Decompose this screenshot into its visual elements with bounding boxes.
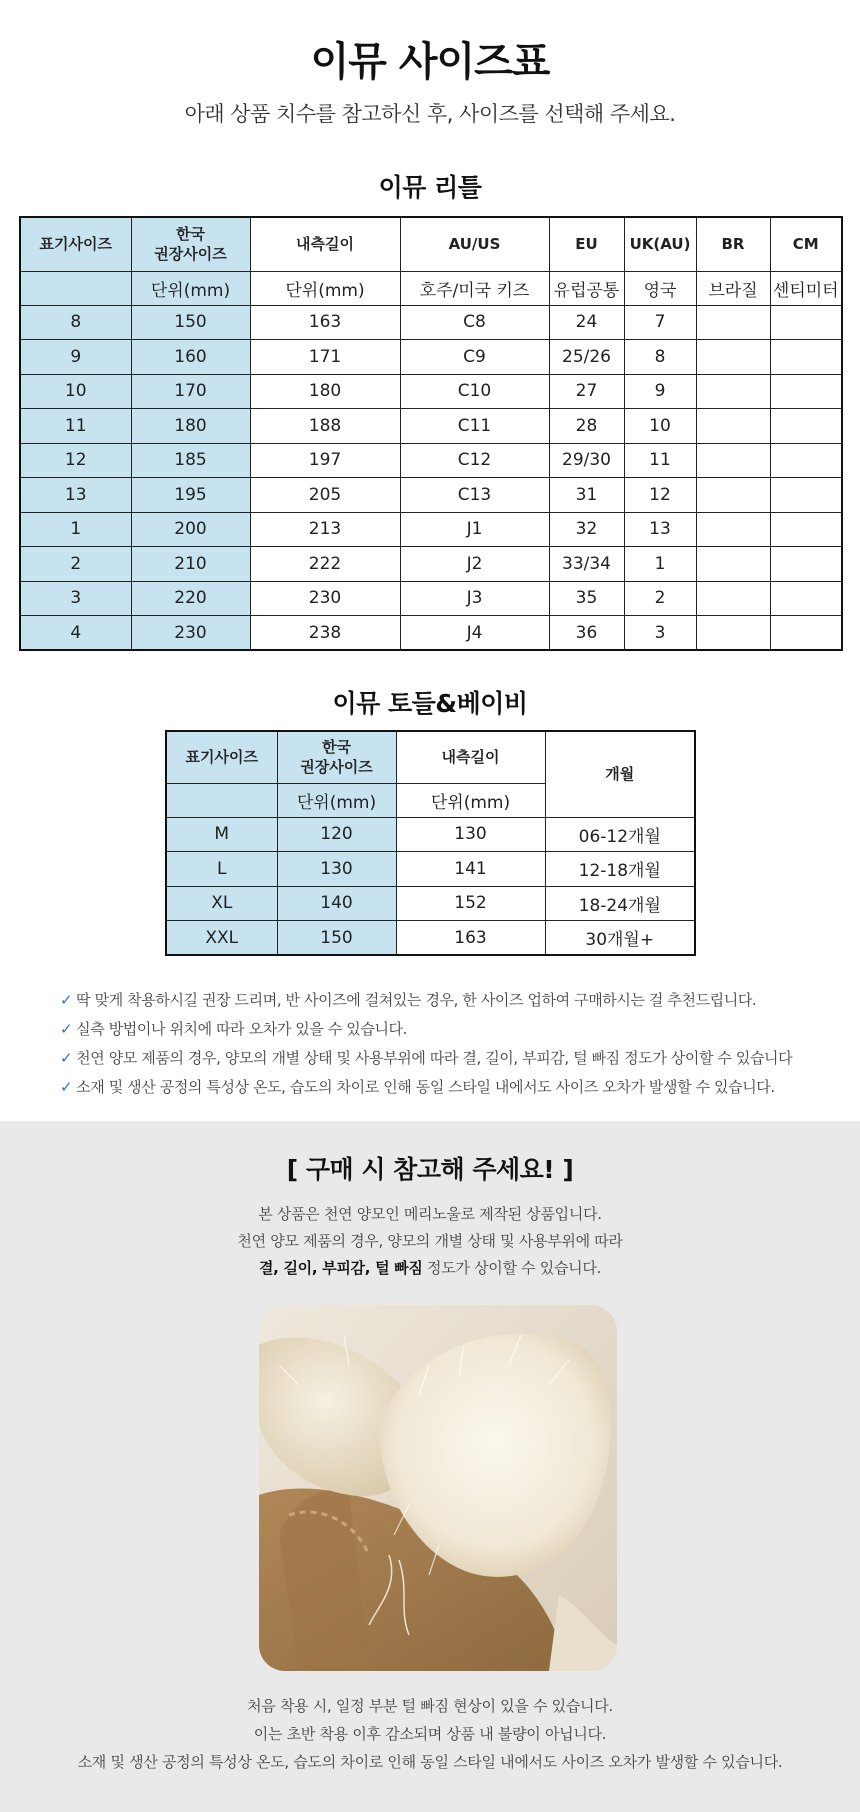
unit-cell: 단위(mm) xyxy=(396,783,545,817)
table-cell: J4 xyxy=(400,616,549,651)
column-header: 내측길이 xyxy=(250,217,400,271)
table-cell: 13 xyxy=(624,512,696,547)
table-cell: 163 xyxy=(250,305,400,340)
table-cell: 8 xyxy=(624,340,696,375)
unit-cell: 영국 xyxy=(624,271,696,305)
table-cell: 25/26 xyxy=(549,340,624,375)
table-cell: 1 xyxy=(20,512,131,547)
column-header: 표기사이즈 xyxy=(20,217,131,271)
table-cell: 205 xyxy=(250,478,400,513)
table-row xyxy=(20,340,842,375)
table-cell xyxy=(696,443,770,478)
table-cell: 29/30 xyxy=(549,443,624,478)
page-title: 이뮤 사이즈표 xyxy=(310,39,550,85)
note-item xyxy=(60,1075,840,1104)
table-cell: 11 xyxy=(20,409,131,444)
table-cell: 35 xyxy=(549,581,624,616)
table-cell: C13 xyxy=(400,478,549,513)
table-cell: 10 xyxy=(624,409,696,444)
table-cell: 150 xyxy=(277,921,396,956)
table-cell: XL xyxy=(166,886,277,921)
unit-cell: 호주/미국 키즈 xyxy=(400,271,549,305)
table-cell: 1 xyxy=(624,547,696,582)
note-text: 천연 양모 제품의 경우, 양모의 개별 상태 및 사용부위에 따라 결, 길이, 부피감, 털 빠짐 정도가 상이할 수 있습니다 xyxy=(76,1049,793,1067)
table-cell: 36 xyxy=(549,616,624,651)
table-cell: 200 xyxy=(131,512,250,547)
table-cell: 9 xyxy=(20,340,131,375)
table-cell: 12 xyxy=(20,443,131,478)
column-header: AU/US xyxy=(400,217,549,271)
reference-emphasis: 결, 길이, 부피감, 털 빠짐 xyxy=(258,1259,423,1277)
table-row xyxy=(20,409,842,444)
column-header: 한국 권장사이즈 xyxy=(131,217,250,271)
table-cell: 3 xyxy=(20,581,131,616)
table-cell xyxy=(770,443,842,478)
table-row xyxy=(20,374,842,409)
column-header: 개월 xyxy=(545,731,695,817)
table-cell: 4 xyxy=(20,616,131,651)
table-cell: 12-18개월 xyxy=(545,852,695,887)
table-cell: 120 xyxy=(277,817,396,852)
table-cell: C9 xyxy=(400,340,549,375)
table-cell: 24 xyxy=(549,305,624,340)
unit-cell: 단위(mm) xyxy=(131,271,250,305)
reference-line-3 xyxy=(0,1257,860,1278)
table-cell: 238 xyxy=(250,616,400,651)
unit-cell: 브라질 xyxy=(696,271,770,305)
table-cell xyxy=(696,340,770,375)
table-row xyxy=(20,547,842,582)
table-cell xyxy=(770,478,842,513)
table-cell: 31 xyxy=(549,478,624,513)
table-row xyxy=(20,443,842,478)
check-icon: ✓ xyxy=(60,991,73,1009)
table-cell xyxy=(770,340,842,375)
column-header: CM xyxy=(770,217,842,271)
table-cell xyxy=(770,547,842,582)
bottom-line-2: 이는 초반 착용 이후 감소되며 상품 내 불량이 아닙니다. xyxy=(253,1725,607,1743)
note-text: 실측 방법이나 위치에 따라 오차가 있을 수 있습니다. xyxy=(76,1020,408,1038)
note-item xyxy=(60,988,840,1017)
table-cell xyxy=(770,512,842,547)
table-cell: 33/34 xyxy=(549,547,624,582)
unit-row xyxy=(20,271,842,305)
table-cell: 13 xyxy=(20,478,131,513)
table-cell xyxy=(770,374,842,409)
table-cell: 222 xyxy=(250,547,400,582)
table-cell: 188 xyxy=(250,409,400,444)
table-cell: J3 xyxy=(400,581,549,616)
table-cell: 18-24개월 xyxy=(545,886,695,921)
table-cell: 9 xyxy=(624,374,696,409)
bottom-line-1: 처음 착용 시, 일정 부분 털 빠짐 현상이 있을 수 있습니다. xyxy=(247,1697,613,1715)
unit-cell xyxy=(166,783,277,817)
column-header: BR xyxy=(696,217,770,271)
table-cell: L xyxy=(166,852,277,887)
table-cell: 28 xyxy=(549,409,624,444)
table-cell xyxy=(696,374,770,409)
toddler-size-table xyxy=(165,730,696,956)
table-cell: 141 xyxy=(396,852,545,887)
table-cell: 06-12개월 xyxy=(545,817,695,852)
table-cell: 180 xyxy=(250,374,400,409)
table-cell: 12 xyxy=(624,478,696,513)
header-row xyxy=(166,731,695,783)
table-row xyxy=(20,305,842,340)
page-subtitle: 아래 상품 치수를 참고하신 후, 사이즈를 선택해 주세요. xyxy=(184,102,676,126)
table-cell xyxy=(696,581,770,616)
table-row xyxy=(166,817,695,852)
table-cell: 195 xyxy=(131,478,250,513)
table-cell xyxy=(696,616,770,651)
table-cell: 27 xyxy=(549,374,624,409)
table-cell: 170 xyxy=(131,374,250,409)
table-cell: XXL xyxy=(166,921,277,956)
table-cell xyxy=(696,478,770,513)
table-cell: 180 xyxy=(131,409,250,444)
column-header: UK(AU) xyxy=(624,217,696,271)
table-cell: J2 xyxy=(400,547,549,582)
table-cell: M xyxy=(166,817,277,852)
table-cell: 163 xyxy=(396,921,545,956)
unit-cell xyxy=(20,271,131,305)
table-cell: 2 xyxy=(624,581,696,616)
note-item xyxy=(60,1046,840,1075)
unit-cell: 단위(mm) xyxy=(277,783,396,817)
reference-title: [ 구매 시 참고해 주세요! ] xyxy=(286,1155,574,1184)
reference-line-1: 본 상품은 천연 양모인 메리노울로 제작된 상품입니다. xyxy=(258,1205,602,1223)
unit-cell: 유럽공통 xyxy=(549,271,624,305)
unit-cell: 단위(mm) xyxy=(250,271,400,305)
table-cell: 130 xyxy=(396,817,545,852)
bottom-line-3: 소재 및 생산 공정의 특성상 온도, 습도의 차이로 인해 동일 스타일 내에서도 사이즈 오차가 발생할 수 있습니다. xyxy=(77,1753,783,1771)
column-header: 표기사이즈 xyxy=(166,731,277,783)
table-cell: 30개월+ xyxy=(545,921,695,956)
table-row xyxy=(20,478,842,513)
table-cell: 10 xyxy=(20,374,131,409)
table-cell: 32 xyxy=(549,512,624,547)
table-cell: 3 xyxy=(624,616,696,651)
table-cell xyxy=(696,409,770,444)
check-icon: ✓ xyxy=(60,1049,73,1067)
header-row xyxy=(20,217,842,271)
note-text: 소재 및 생산 공정의 특성상 온도, 습도의 차이로 인해 동일 스타일 내에서도 사이즈 오차가 발생할 수 있습니다. xyxy=(76,1078,775,1096)
table-cell xyxy=(696,547,770,582)
table-row xyxy=(166,852,695,887)
unit-cell: 센티미터 xyxy=(770,271,842,305)
table-cell xyxy=(770,305,842,340)
table-cell xyxy=(770,581,842,616)
table-cell xyxy=(770,616,842,651)
table-cell: 140 xyxy=(277,886,396,921)
reference-line-2: 천연 양모 제품의 경우, 양모의 개별 상태 및 사용부위에 따라 xyxy=(237,1232,623,1250)
table-row xyxy=(166,886,695,921)
table-row xyxy=(166,921,695,956)
table-cell xyxy=(696,512,770,547)
note-item xyxy=(60,1017,840,1046)
table-cell: 171 xyxy=(250,340,400,375)
table-cell: J1 xyxy=(400,512,549,547)
table-cell: 185 xyxy=(131,443,250,478)
table-cell: 7 xyxy=(624,305,696,340)
table-cell: 160 xyxy=(131,340,250,375)
table-cell: 2 xyxy=(20,547,131,582)
table-cell: 230 xyxy=(250,581,400,616)
fur-product-photo xyxy=(259,1305,617,1671)
table-cell xyxy=(770,409,842,444)
column-header: 내측길이 xyxy=(396,731,545,783)
column-header: 한국 권장사이즈 xyxy=(277,731,396,783)
check-icon: ✓ xyxy=(60,1020,73,1038)
table-cell: 220 xyxy=(131,581,250,616)
table-cell: C11 xyxy=(400,409,549,444)
reference-line-3-rest: 정도가 상이할 수 있습니다. xyxy=(422,1259,602,1277)
column-header: EU xyxy=(549,217,624,271)
table-cell: 8 xyxy=(20,305,131,340)
note-text: 딱 맞게 착용하시길 권장 드리며, 반 사이즈에 걸쳐있는 경우, 한 사이즈 업하여 구매하시는 걸 추천드립니다. xyxy=(76,991,757,1009)
table-cell: 210 xyxy=(131,547,250,582)
table-cell: 213 xyxy=(250,512,400,547)
little-size-table xyxy=(19,216,843,651)
toddler-section-title: 이뮤 토들&베이비 xyxy=(332,689,528,718)
table-cell: 230 xyxy=(131,616,250,651)
table-row xyxy=(20,616,842,651)
little-section-title: 이뮤 리틀 xyxy=(378,173,482,202)
table-cell: 150 xyxy=(131,305,250,340)
table-cell: 152 xyxy=(396,886,545,921)
table-cell: C10 xyxy=(400,374,549,409)
table-cell: 130 xyxy=(277,852,396,887)
table-cell: C12 xyxy=(400,443,549,478)
check-icon: ✓ xyxy=(60,1078,73,1096)
table-cell: 11 xyxy=(624,443,696,478)
table-cell xyxy=(696,305,770,340)
table-cell: 197 xyxy=(250,443,400,478)
size-notes xyxy=(60,988,840,1104)
table-row xyxy=(20,581,842,616)
table-cell: C8 xyxy=(400,305,549,340)
table-row xyxy=(20,512,842,547)
